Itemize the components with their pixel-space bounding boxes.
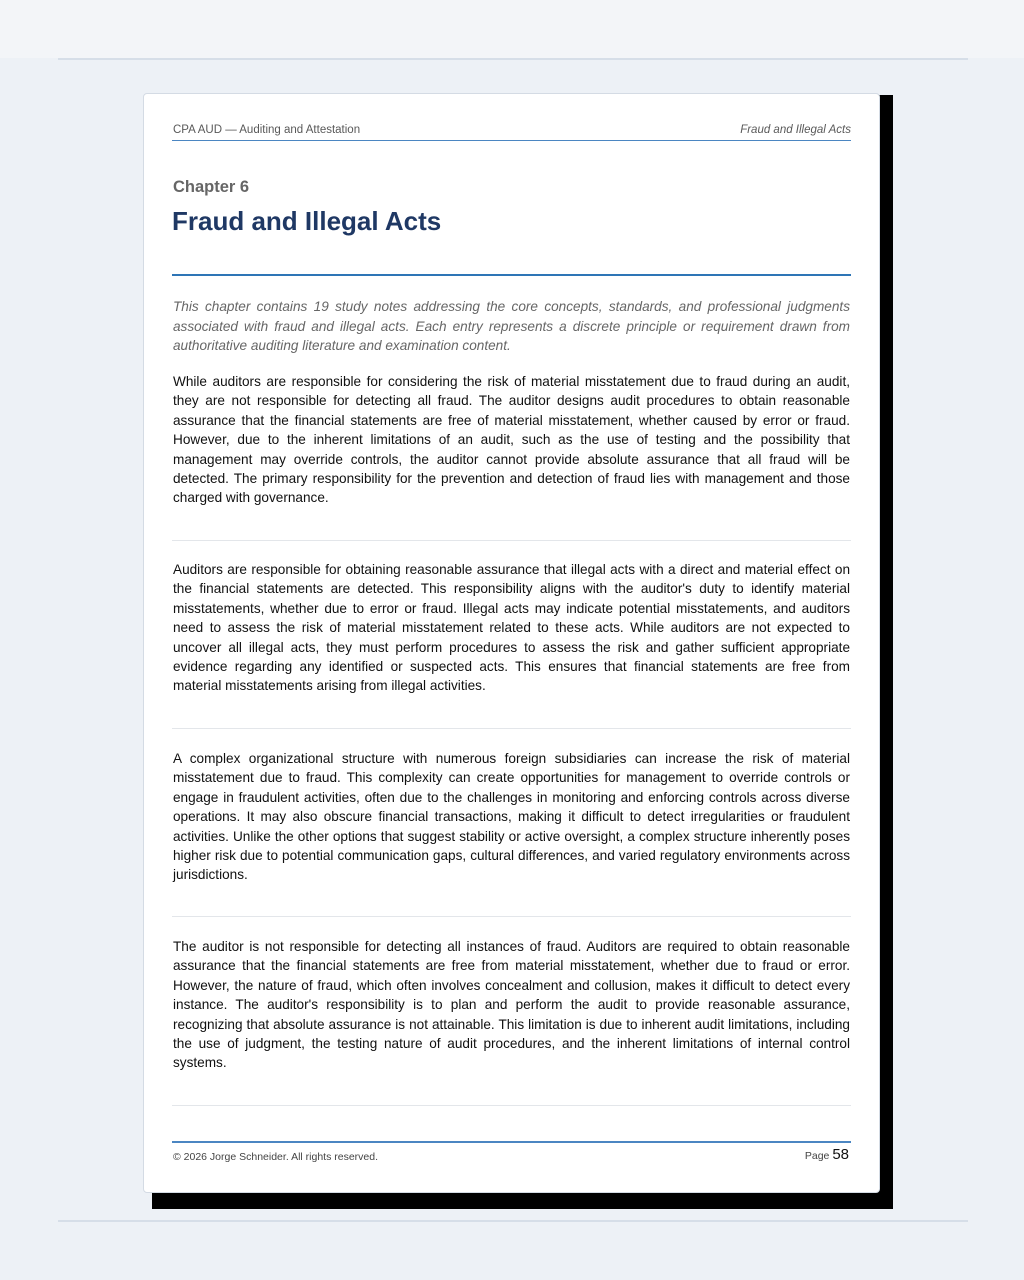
footer-divider bbox=[172, 1141, 851, 1143]
viewer-bottom-divider bbox=[58, 1220, 968, 1222]
study-note-2: Auditors are responsible for obtaining reasonable assurance that illegal acts with a direct and material effect on the financial statements are detected. This responsibility aligns with the auditor's duty to identify material misstatements, whether due to error or fraud. Illegal acts may indicate potential misstatements, and auditors need to assess the risk of material misstatement related to these acts. While auditors are not expected to uncover all illegal acts, they must perform procedures to assess the risk and gather sufficient appropriate evidence regarding any identified or suspected acts. This ensures that financial statements are free from material misstatements arising from illegal activities. bbox=[173, 562, 850, 694]
note-divider-2 bbox=[172, 728, 851, 729]
page-number bbox=[805, 1146, 849, 1163]
viewer-top-bar bbox=[0, 0, 1024, 58]
chapter-title: Fraud and Illegal Acts bbox=[172, 206, 442, 236]
header-chapter-title: Fraud and Illegal Acts bbox=[740, 124, 851, 136]
study-note-4: The auditor is not responsible for detecting all instances of fraud. Auditors are required to obtain reasonable assurance that the financial statements are free from material misstatement, whether due to fraud or error. However, the nature of fraud, which often involves concealment and collusion, makes it difficult to detect every instance. The auditor's responsibility is to plan and perform the audit to provide reasonable assurance, recognizing that absolute assurance is not attainable. This limitation is due to inherent audit limitations, including the use of judgment, the testing nature of audit procedures, and the inherent limitations of internal control systems. bbox=[173, 939, 850, 1071]
note-divider-3 bbox=[172, 916, 851, 917]
running-header bbox=[172, 124, 851, 141]
chapter-label: Chapter 6 bbox=[173, 178, 250, 196]
note-divider-1 bbox=[172, 540, 851, 541]
header-book-title: CPA AUD — Auditing and Attestation bbox=[173, 124, 361, 136]
page-number-value: 58 bbox=[832, 1146, 849, 1163]
study-note-3: A complex organizational structure with numerous foreign subsidiaries can increase the risk of material misstatement due to fraud. This complexity can create opportunities for management to override controls or engage in fraudulent activities, often due to the challenges in monitoring and enforcing controls across diverse operations. It may also obscure financial transactions, making it difficult to detect irregularities or fraudulent activities. Unlike the other options that suggest stability or active oversight, a complex structure inherently poses higher risk due to potential communication gaps, cultural differences, and varied regulatory environments across jurisdictions. bbox=[173, 751, 850, 883]
viewer-top-divider bbox=[58, 58, 968, 60]
chapter-intro: This chapter contains 19 study notes addressing the core concepts, standards, and professional judgments associated with fraud and illegal acts. Each entry represents a discrete principle or requirement drawn from authoritative auditing literature and examination content. bbox=[173, 299, 850, 353]
copyright-notice: © 2026 Jorge Schneider. All rights reserved. bbox=[173, 1151, 379, 1163]
title-divider bbox=[172, 274, 851, 276]
note-divider-4 bbox=[172, 1105, 851, 1106]
page-label: Page bbox=[804, 1150, 830, 1162]
document-page bbox=[143, 93, 880, 1193]
study-note-1: While auditors are responsible for considering the risk of material misstatement due to fraud during an audit, they are not responsible for detecting all fraud. The auditor designs audit procedures to obtain reasonable assurance that the financial statements are free of material misstatement, whether caused by error or fraud. However, due to the inherent limitations of an audit, such as the use of testing and the possibility that management may override controls, the auditor cannot provide absolute assurance that all fraud will be detected. The primary responsibility for the prevention and detection of fraud lies with management and those charged with governance. bbox=[173, 374, 850, 506]
